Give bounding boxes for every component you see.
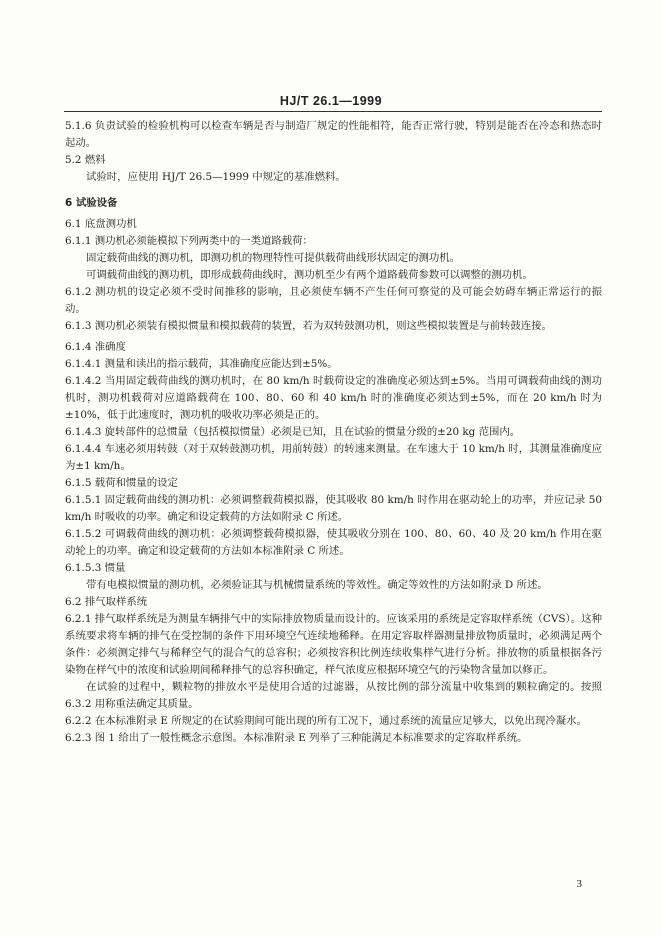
heading-6-1-4: 6.1.4 准确度 bbox=[65, 341, 126, 353]
clause-6-1-4-1: 6.1.4.1 测量和读出的指示载荷，其准确度应能达到±5%。 bbox=[65, 358, 338, 370]
page-number: 3 bbox=[576, 878, 582, 890]
clause-5-2-text: 试验时，应使用 HJ/T 26.5—1999 中规定的基准燃料。 bbox=[86, 171, 346, 183]
heading-5-2: 5.2 燃料 bbox=[65, 154, 106, 166]
document-code-header: HJ/T 26.1—1999 bbox=[279, 94, 383, 108]
clause-6-1-1: 6.1.1 测功机必须能模拟下列两类中的一类道路载荷： bbox=[65, 235, 313, 247]
clause-6-1-4-2: 6.1.4.2 当用固定载荷曲线的测功机时，在 80 km/h 时载荷设定的准确度必须达到±5%。当用可调载荷曲线的测功机时，测功机载荷对应道路载荷在 100、80、60 和 40 km/h 时的准确度必须达到±5%，而在 20 km/h 时为±10%，低于此速度时，测功机的吸收功率必须是正的。 bbox=[65, 375, 602, 421]
clause-5-1-6: 5.1.6 负责试验的检验机构可以检查车辆是否与制造厂规定的性能相符，能否正常行驶，特别是能否在冷态和热态时起动。 bbox=[65, 120, 602, 149]
clause-6-1-3: 6.1.3 测功机必须装有模拟惯量和模拟载荷的装置，若为双转鼓测功机，则这些模拟装置是与前转鼓连接。 bbox=[65, 320, 552, 332]
clause-6-1-2: 6.1.2 测功机的设定必须不受时间推移的影响，且必须使车辆不产生任何可察觉的及可能会妨碍车辆正常运行的振动。 bbox=[65, 286, 602, 315]
clause-6-1-4-3: 6.1.4.3 旋转部件的总惯量（包括模拟惯量）必须是已知，且在试验的惯量分级的±20 kg 范围内。 bbox=[65, 426, 521, 438]
clause-6-1-5-3-text: 带有电模拟惯量的测功机，必须验证其与机械惯量系统的等效性。确定等效性的方法如附录 D 所述。 bbox=[86, 579, 548, 591]
clause-6-2-1: 6.2.1 排气取样系统是为测量车辆排气中的实际排放物质量而设计的。应该采用的系统是定容取样系统（CVS）。这种系统要求将车辆的排气在受控制的条件下用环境空气连续地稀释。在用定容取样器测量排放物质量时，必须满足两个条件：必须测定排气与稀释空气的混合气的总容积；必须按容积比例连续收集样气进行分析。排放物的质量根据各污染物在样气中的浓度和试验期间稀释排气的总容积确定，样气浓度应根据环境空气的污染物含量加以修正。 bbox=[65, 613, 602, 676]
document-body bbox=[65, 118, 602, 747]
clause-6-2-1-particulates: 在试验的过程中，颗粒物的排放水平是使用合适的过滤器，从按比例的部分流量中收集到的颗粒确定的。按照 6.3.2 用称重法确定其质量。 bbox=[65, 681, 602, 710]
header-rule bbox=[64, 111, 602, 112]
clause-6-1-4-4: 6.1.4.4 车速必须用转鼓（对于双转鼓测功机，用前转鼓）的转速来测量。在车速大于 10 km/h 时，其测量准确度应为±1 km/h。 bbox=[65, 443, 602, 472]
heading-6-2: 6.2 排气取样系统 bbox=[65, 596, 148, 608]
heading-6: 6 试验设备 bbox=[65, 197, 118, 209]
heading-6-1: 6.1 底盘测功机 bbox=[65, 218, 137, 230]
clause-6-1-1-b: 可调载荷曲线的测功机，即形成载荷曲线时，测功机至少有两个道路载荷参数可以调整的测功机。 bbox=[86, 269, 533, 281]
clause-6-2-2: 6.2.2 在本标准附录 E 所规定的在试验期间可能出现的所有工况下，通过系统的流量应足够大，以免出现冷凝水。 bbox=[65, 715, 587, 727]
clause-6-1-1-a: 固定载荷曲线的测功机，即测功机的物理特性可提供载荷曲线形状固定的测功机。 bbox=[86, 252, 461, 264]
heading-6-1-5-3: 6.1.5.3 惯量 bbox=[65, 562, 126, 574]
clause-6-1-5-1: 6.1.5.1 固定载荷曲线的测功机：必须调整载荷模拟器，使其吸收 80 km/h 时作用在驱动轮上的功率，并应记录 50 km/h 时吸收的功率。确定和设定载荷的方法如附录 C 所述。 bbox=[65, 494, 602, 523]
heading-6-1-5: 6.1.5 载荷和惯量的设定 bbox=[65, 477, 178, 489]
clause-6-1-5-2: 6.1.5.2 可调载荷曲线的测功机：必须调整载荷模拟器，使其吸收分别在 100、80、60、40 及 20 km/h 作用在驱动轮上的功率。确定和设定载荷的方法如本标准附录 C 所述。 bbox=[65, 528, 602, 557]
clause-6-2-3: 6.2.3 图 1 给出了一般性概念示意图。本标准附录 E 列举了三种能满足本标准要求的定容取样系统。 bbox=[65, 732, 528, 744]
